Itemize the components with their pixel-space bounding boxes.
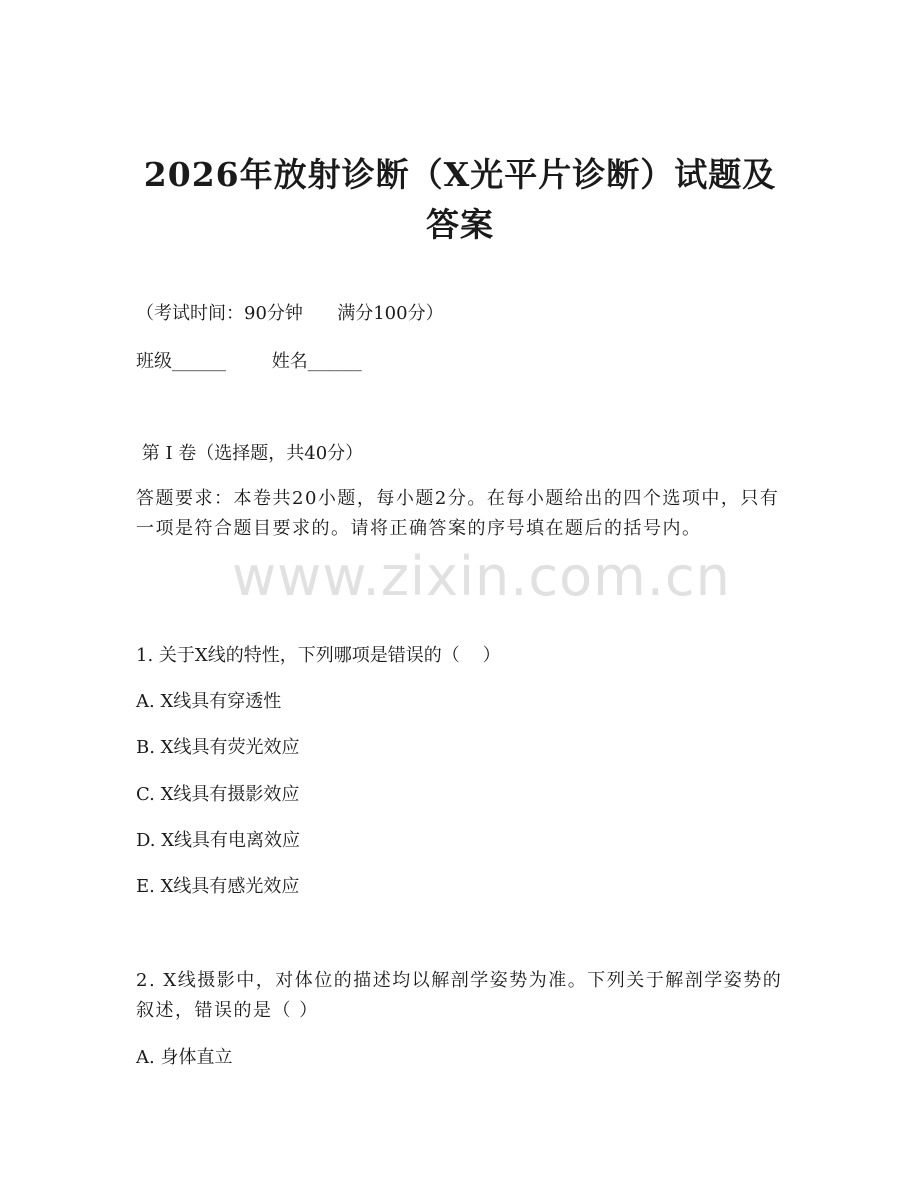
option-b: B. X线具有荧光效应 (136, 737, 300, 758)
option-a: A. X线具有穿透性 (136, 691, 282, 712)
exam-info: （考试时间：90分钟 满分100分） (136, 303, 444, 324)
instructions: 答题要求：本卷共20小题，每小题2分。在每小题给出的四个选项中，只有一项是符合题目要求的。请将正确答案的序号填在题后的括号内。 (136, 488, 780, 539)
option-d: D. X线具有电离效应 (136, 830, 301, 851)
section-title: 第 I 卷（选择题，共40分） (136, 443, 364, 464)
option-a: A. 身体直立 (136, 1047, 233, 1068)
option-e: E. X线具有感光效应 (136, 876, 300, 897)
class-name-line: 班级______ 姓名______ (136, 351, 362, 372)
option-c: C. X线具有摄影效应 (136, 784, 300, 805)
watermark: www.zixin.com.cn (232, 545, 731, 608)
question-stem: 2. X线摄影中，对体位的描述均以解剖学姿势为准。下列关于解剖学姿势的叙述，错误的是（ ） (136, 970, 783, 1021)
document-title: 2026年放射诊断（X光平片诊断）试题及答案 (143, 155, 777, 244)
question-stem: 1. 关于X线的特性，下列哪项是错误的（ ） (136, 645, 501, 666)
